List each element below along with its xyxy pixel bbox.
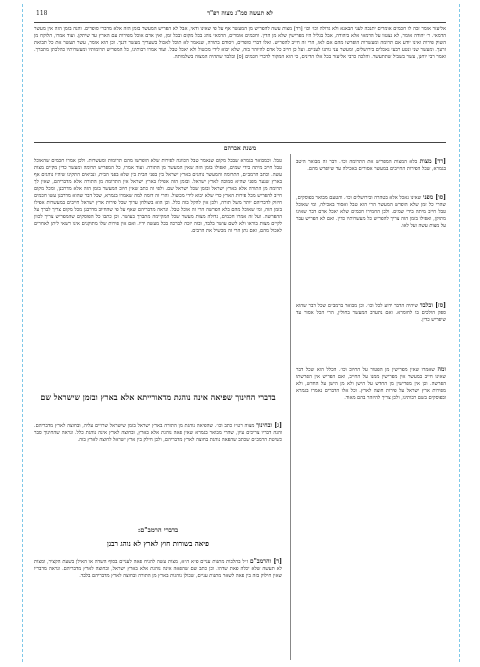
right-item-3-text: שיהיה הדבר ידוע לכל וכו׳. וכן מבואר ברמב״ם שכל דבר שהוא ספק הולכים בו לחומרא. ואם נתערב המעשר בחולין, הרי הכל אסור עד שיפריש כדין. (296, 303, 446, 323)
running-title: לא תעשה סמ"ג מצוה רפ"ד (207, 10, 273, 17)
right-item-4-label: ומה (437, 366, 446, 373)
right-item-2-text: שאינו נאכל אלא בטהרה ובירושלים וכו׳. והטעם מבואר בפוסקים, שהרי כל זמן שלא הופרש המעשר הרי הוא טבל ואסור באכילה, ומי שאוכל טבל חייב מיתה בידי שמים. ולכן החמירו חכמים שלא יאכל אדם דבר שאינו מתוקן, ואפילו בזמן הזה צריך להפריש כל מעשרותיו כדין. ואם לא הפריש עבר על מצות עשה ועל לאו. (296, 195, 446, 229)
left-bottom-text: ז״ל בהלכות מתנות עניים פ״א ה״א, מצות עשה להניח פאה לעניים בסוף השדה או האילן בשעת הקציר, ומצות לא תעשה שלא יכלה פאת שדהו. וכן כתב שם שהפאה אינה נוהגת אלא בארץ ישראל, ובחוצה לארץ מדבריהם. ונראה מדבריו שאין חילוק בזה בין פאה לשאר מתנות עניים, שכולן נוהגות בארץ מן התורה ובחוצה לארץ מדבריהם בלבד. (34, 559, 282, 579)
top-text-block: אליעזר אומר זכה לו חכמים אומרים יתנכה לעני הבאנא ולא גדולה וכו׳ וכו׳ [רד] מצות עשה להפריש מן המעשר אף על פי שאינו ודאי, אבל לא הפריש המעשר בזמן הזה אלא מדברי סופרים. והנה בזמן הזה אין מעשר הדמאי. ר׳ יהודה אומר, לא נצטוו על הדמאי אלא ביהודה, אבל בגליל היו מפרישין שלא מן הדין. וחכמים אומרים, הדמאי נוהג בכל מקום ובכל זמן, ואין אדם אוכל מפירות עם הארץ עד שיתקן. ועוד אמרו, הלוקח מן השוק פירות ואינו יודע אם תרומה ומעשרות הופרשו מהם אם לאו, הרי זה חייב להפריש. ואלו דברי סופרים, ויסודם בתורה, שנאמר לא תוכל לאכול בשעריך מעשר דגנך. וכן הוא אומר, עשר תעשר את כל תבואת זרעך. ומעשר שני ונטע רבעי נאכלים בירושלים, ומעשר עני נותנו לעניים. ועל כן חייב כל אדם להיזהר בזה, שלא יבוא לידי מכשול ולא יאכל טבל. ועוד אמרו רבותינו, כל המפריש תרומותיו ומעשרותיו כהלכתן מתברך. ואמר רבי יוחנן, עשר בשביל שתתעשר. והלכה כרבי אליעזר בכל אלו הדינים, כי הוא המקור לדברי חכמים [ס] ובלבד שתהיה המצוה בשלמותה. (34, 26, 446, 60)
right-item-2-label: [סו] מפני (422, 194, 446, 201)
left-middle-item (34, 422, 282, 514)
left-middle-label: [ג] ובחינוך (256, 422, 282, 429)
column-divider (290, 154, 291, 660)
left-bottom-subheading: פיאה בשורות חוץ לארץ לא נוהג רבנן (107, 539, 209, 548)
left-bottom-item (34, 558, 282, 654)
right-item-1-text: בלא המצות המפריש את התרומה וכו׳. דבר זה מבואר היטב בגמרא, שכל הפירות החייבים במעשר אסורים באכילה עד שיופרש מהם. (296, 159, 446, 172)
header-rule (34, 22, 446, 23)
left-bottom-label: [ד] והרמב"ם (249, 558, 282, 565)
right-item-1-label: [רד] מצות (419, 158, 446, 165)
page-number: 118 (36, 10, 48, 17)
document-page (34, 10, 446, 660)
left-bottom-heading: בדברי הרמב"ם: (137, 526, 179, 534)
top-block-rule (34, 142, 446, 143)
left-middle-text: מצוה רט״ז כתב וכו׳. שהפיאה נוהגת מן התורה בארץ ישראל בזמן שישראל שרויים עליה, ובחוצה לארץ מדבריהם. והנה דבריו צריכים עיון, שהרי מבואר בגמרא שאין פאה נוהגת אלא בארץ, ובחוצה לארץ אינה נוהגת כלל. ונראה שהחינוך סבר כשיטת הרמב״ם שכתב שהפאה נוהגת בחוצה לארץ מדבריהם, ולכן חילק בין ארץ ישראל לחוצה לארץ בזה. (34, 423, 282, 443)
right-item-1 (296, 158, 446, 188)
right-item-4-text: שאמרו שאין מפרישין מן הפטור על החיוב וכו׳. הכלל הוא שכל דבר שאינו חייב במעשר אין מפרישין ממנו על החייב, ואם הפריש אין הפרשתו הפרשה. וכן אין מפרישין מן החדש על הישן ולא מן הישן על החדש, ולא מפירות ארץ ישראל על פירות חוצה לארץ. וכל אלו הדברים נאמרו בגמרא ובפוסקים בשם רבותינו, ולכן צריך להיזהר בהם מאוד. (296, 367, 446, 401)
left-heading-chinuch: בדברי החינוך שפיאה אינה נוהגת מדאורייתא אלא בארץ ובזמן שישראל שם (40, 392, 276, 402)
right-item-2 (296, 194, 446, 290)
right-item-3-label: [סז] ובלבד (419, 302, 446, 309)
right-item-4 (296, 366, 446, 450)
section-heading-mishnat-avraham: משנת אברהם (223, 145, 257, 152)
left-top-text: טבל. וכמבואר בגמרא שבכל מקום שנאמר טבל הכוונה לפירות שלא הופרשו מהם תרומות ומעשרות. ולכן אמרו חכמים שהאוכל טבל חייב מיתה בידי שמים, ואפילו בזמן הזה שאין המעשר מן התורה. ועוד אמרו, כל המפריש תרומה ומעשר כדין מקיים מצות עשה. וכתב הרמב״ם, התרומה והמעשר נוהגים בארץ ישראל בין בפני הבית בין שלא בפני הבית, ונביאים התקינו שיהיו נוהגים אף בארץ שנער מפני שהיא סמוכה לארץ ישראל. ובזמן הזה אפילו בארץ ישראל אין התרומה מן התורה אלא מדבריהם, שאין לך תרומה מן התורה אלא בארץ ישראל ובזמן שכל ישראל שם. ולפי זה כתב שאין חיוב המעשר בזמן הזה אלא מדרבנן, ומכל מקום חייב להפריש מכל פירות הארץ כדי שלא יבוא לידי מכשול. והרי זה דומה למה שאמרו בגמרא, שכל דבר שהוא מדרבנן עשו חכמים חיזוק לדבריהם יותר משל תורה, ולכן אין להקל בזה כלל. וכן הוא בשולחן ערוך שכל פירות ארץ ישראל חייבים במעשרות אפילו בזמן הזה, ומי שאוכל מהם בלא הפרשה הרי זה אוכל טבל. ונראה מדבריהם שאף על פי שהחיוב מדרבנן מכל מקום צריך לברך על ההפרשה. ועל זה אמרו חכמים, גדולה מצות מעשר שכל המקיימה מתברך בעושר. וכן כתבו כל הפוסקים שהמפריש צריך לכוון לקיים מצות בוראו ולא לשם עושר בלבד, ובזה יזכה לברכה בכל מעשה ידיו. ואם אין פירות שלו מתוקנים אינו רשאי ליתן לאחרים לאכול מהם, ואם נתן הרי זה מכשיל את הרבים. (34, 158, 282, 234)
right-item-3 (296, 302, 446, 358)
